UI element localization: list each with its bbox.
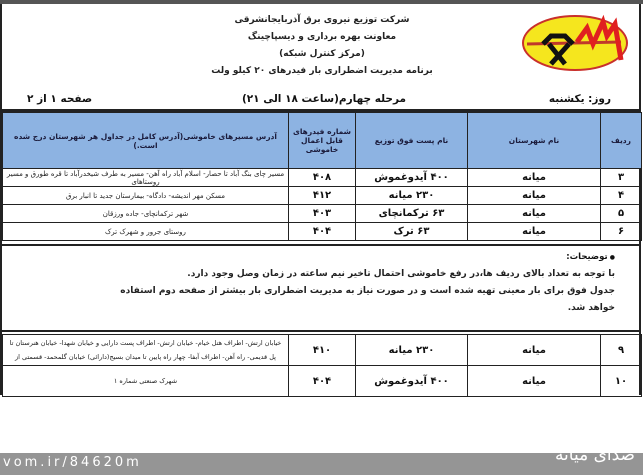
row-feeder: ۴۰۳ <box>289 205 356 223</box>
row-feeder: ۴۰۴ <box>289 223 356 241</box>
page-number: صفحه ۱ از ۲ <box>27 93 93 105</box>
row-city: میانه <box>468 335 601 366</box>
row-index: ۱۰ <box>601 366 642 397</box>
row-substation: ۴۰۰ آیدوغموش <box>356 366 468 397</box>
row-feeder: ۴۱۲ <box>289 187 356 205</box>
row-address: مسیر چای بنگ آباد تا حصار- اسلام آباد راه آهن- مسیر به طرف شیخدرآباد تا قره طورق و مسیر روستاهای <box>3 169 289 187</box>
row-city: میانه <box>468 223 601 241</box>
header-address: آدرس مسیرهای خاموشی(آدرس کامل در جداول هر شهرستان درج شده است.) <box>3 113 289 169</box>
row-substation: ۶۳ ترک <box>356 223 468 241</box>
row-index: ۹ <box>601 335 642 366</box>
outage-table <box>2 112 642 241</box>
row-substation: ۶۳ ترکمانچای <box>356 205 468 223</box>
row-substation: ۲۳۰ میانه <box>356 187 468 205</box>
notes-box <box>2 244 641 332</box>
title-line-company: شرکت توزیع نیروی برق آذربایجانشرقی <box>234 15 410 25</box>
document-header <box>2 4 641 88</box>
row-city: میانه <box>468 366 601 397</box>
row-address: مسکن مهر اندیشه- دادگاه- بیمارستان جدید تا انبار برق <box>3 187 289 205</box>
notes-line: جدول فوق برای بار معینی تهیه شده است و در صورت نیاز به مدیریت اضطراری بار بیشتر از صفحه دوم استفاده <box>120 286 615 296</box>
header-index: ردیف <box>601 113 642 169</box>
company-logo-icon <box>521 14 629 72</box>
header-feeders: شماره فیدرهای قابل اعمال خاموشی <box>289 113 356 169</box>
row-feeder: ۴۱۰ <box>289 335 356 366</box>
row-feeder: ۴۰۸ <box>289 169 356 187</box>
footer-brand-logo: صدای میانه <box>554 445 635 465</box>
row-substation: ۲۳۰ میانه <box>356 335 468 366</box>
row-substation: ۴۰۰ آیدوغموش <box>356 169 468 187</box>
row-address: خیابان ارتش- اطراف هتل خیام- خیابان ارتش- اطراف پست دارایی و خیابان شهدا- خیابان هنرستان تا پل قدیمی- راه آهن- اطراف آبفا- چهار راه پایین تا میدان بسیج(دارائی) خیابان گلمحمد- قسمتی از <box>3 335 289 366</box>
row-index: ۳ <box>601 169 642 187</box>
table-row <box>3 187 642 205</box>
row-index: ۶ <box>601 223 642 241</box>
info-row <box>2 88 641 112</box>
table-row <box>3 335 642 366</box>
row-index: ۴ <box>601 187 642 205</box>
document-page <box>0 4 641 395</box>
table-row <box>3 169 642 187</box>
document-title <box>152 12 492 80</box>
title-line-program: برنامه مدیریت اضطراری بار فیدرهای ۲۰ کیلو ولت <box>211 66 433 76</box>
row-feeder: ۴۰۴ <box>289 366 356 397</box>
header-substation: نام پست فوق توزیع <box>356 113 468 169</box>
table-header-row <box>3 113 642 169</box>
phase-label: مرحله چهارم(ساعت ۱۸ الی ۲۱) <box>241 93 406 105</box>
table-row <box>3 223 642 241</box>
outage-table-continued <box>2 334 642 397</box>
watermark-footer <box>0 445 643 475</box>
row-city: میانه <box>468 205 601 223</box>
notes-line: خواهد شد. <box>567 303 615 313</box>
row-address: شهرک صنعتی شماره ۱ <box>3 366 289 397</box>
notes-title: ● توضیحات: <box>12 252 615 262</box>
title-line-department: معاونت بهره برداری و دیسپاچینگ <box>247 32 397 42</box>
header-city: نام شهرستان <box>468 113 601 169</box>
row-city: میانه <box>468 187 601 205</box>
row-index: ۵ <box>601 205 642 223</box>
title-line-center: (مرکز کنترل شبکه) <box>279 49 365 59</box>
row-address: روستای جرور و شهرک ترک <box>3 223 289 241</box>
notes-line: با توجه به تعداد بالای ردیف ها،در رفع خاموشی احتمال تاخیر نیم ساعته در زمان وصل وجود دارد. <box>187 269 615 279</box>
row-address: شهر ترکمانچای- جاده ورزقان <box>3 205 289 223</box>
footer-url: vom.ir/84620m <box>3 455 142 470</box>
table-row <box>3 205 642 223</box>
row-city: میانه <box>468 169 601 187</box>
table-row <box>3 366 642 397</box>
day-label: روز: یکشنبه <box>548 93 611 105</box>
